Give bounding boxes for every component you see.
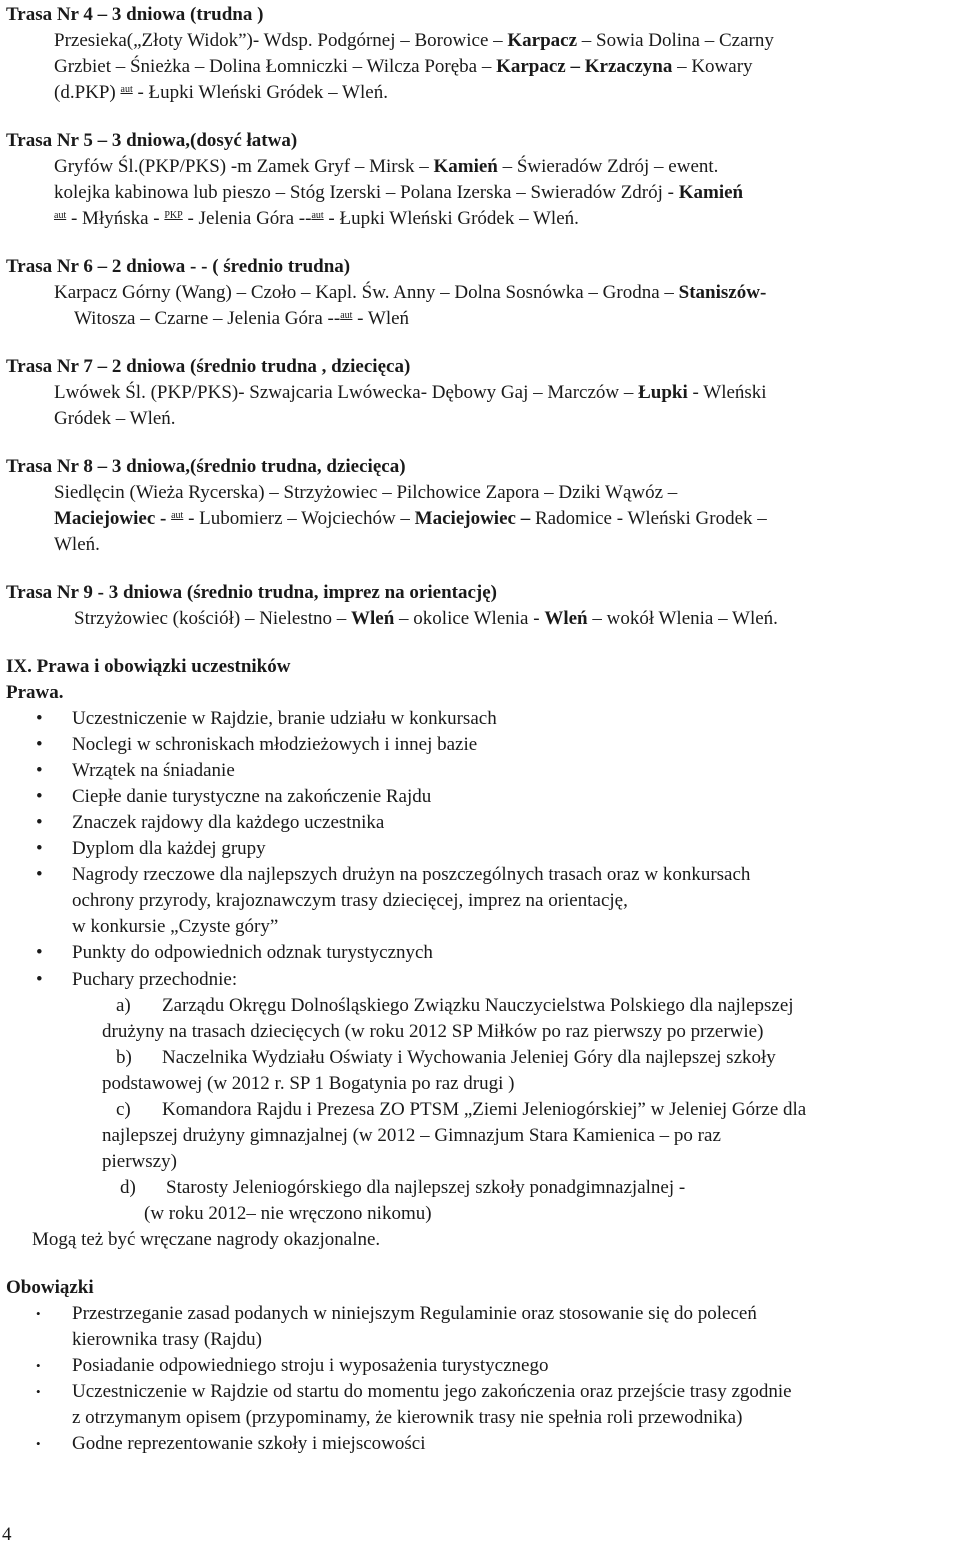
list-item: • Znaczek rajdowy dla każdego uczestnika bbox=[6, 810, 956, 836]
route-9-title: Trasa Nr 9 - 3 dniowa (średnio trudna, imprez na orientację) bbox=[6, 582, 497, 604]
list-item: • Punkty do odpowiednich odznak turystycznych bbox=[6, 940, 956, 966]
trophy-c: c) Komandora Rajdu i Prezesa ZO PTSM „Ziemi Jeleniogórskiej” w Jeleniej Górze dla najlepszej drużyny gimnazjalnej (w 2012 – Gimnazjum Stara Kamienica – po raz pierwszy) bbox=[102, 1098, 807, 1172]
route-4-title: Trasa Nr 4 – 3 dniowa (trudna ) bbox=[6, 4, 264, 25]
route-4-line-2: Grzbiet – Śnieżka – Dolina Łomniczki – Wilcza Poręba – Karpacz – Krzaczyna – Kowary bbox=[54, 56, 753, 78]
list-item: • Uczestniczenie w Rajdzie, branie udziału w konkursach bbox=[6, 706, 956, 732]
trophy-a: a) Zarządu Okręgu Dolnośląskiego Związku Nauczycielstwa Polskiego dla najlepszej drużyny na trasach dziecięcych (w roku 2012 SP Miłków po raz pierwszy po przerwie) bbox=[102, 994, 794, 1042]
bullet-icon: • bbox=[36, 812, 43, 834]
bullet-icon: • bbox=[36, 968, 43, 990]
route-5-title: Trasa Nr 5 – 3 dniowa,(dosyć łatwa) bbox=[6, 130, 298, 152]
duties-list bbox=[6, 1301, 956, 1457]
rights-heading: Prawa. bbox=[6, 682, 64, 704]
bullet-icon: • bbox=[36, 708, 43, 730]
route-7-line-2: Gródek – Wleń. bbox=[54, 408, 176, 430]
route-6-title: Trasa Nr 6 – 2 dniowa - - ( średnio trudna) bbox=[6, 256, 351, 278]
route-4-line-3: (d.PKP) $^{aut}$ - Łupki Wleński Gródek – Wleń. bbox=[54, 82, 388, 104]
list-item: • Noclegi w schroniskach młodzieżowych i innej bazie bbox=[6, 732, 956, 758]
bullet-icon: • bbox=[36, 1435, 41, 1451]
bullet-icon: • bbox=[36, 1305, 41, 1321]
route-6-line-1: Karpacz Górny (Wang) – Czoło – Kapl. Św. Anny – Dolna Sosnówka – Grodna – Staniszów- bbox=[54, 282, 767, 304]
list-item: • Dyplom dla każdej grupy bbox=[6, 836, 956, 862]
bullet-icon: • bbox=[36, 864, 43, 886]
list-item: • Ciepłe danie turystyczne na zakończenie Rajdu bbox=[6, 784, 956, 810]
document-page bbox=[6, 2, 956, 1457]
occasional-awards-note: Mogą też być wręczane nagrody okazjonalne. bbox=[32, 1228, 381, 1250]
rights-list bbox=[6, 706, 956, 992]
route-4-line-1: Przesieka(„Złoty Widok”)- Wdsp. Podgórnej – Borowice – Karpacz – Sowia Dolina – Czarny bbox=[54, 30, 774, 52]
page-number: 4 bbox=[2, 1524, 12, 1545]
list-item: • Puchary przechodnie: bbox=[6, 967, 956, 993]
duties-heading: Obowiązki bbox=[6, 1276, 94, 1298]
bullet-icon: • bbox=[36, 786, 43, 808]
route-5-line-3: $^{aut}$ - Młyńska - $^{PKP}$ - Jelenia Góra --$^{aut}$ - Łupki Wleński Gródek – Wleń. bbox=[54, 208, 579, 230]
route-8-line-2: Maciejowiec - $^{aut}$ - Lubomierz – Wojciechów – Maciejowiec – Radomice - Wleński Grodek – bbox=[54, 508, 767, 530]
list-item: • Posiadanie odpowiedniego stroju i wyposażenia turystycznego bbox=[36, 1354, 549, 1376]
list-item: • Uczestniczenie w Rajdzie od startu do momentu jego zakończenia oraz przejście trasy zgodnie z otrzymanym opisem (przypominamy, że kierownik trasy nie spełnia roli przewodnika) bbox=[36, 1380, 792, 1428]
list-item: • Przestrzeganie zasad podanych w niniejszym Regulaminie oraz stosowanie się do poleceń kierownika trasy (Rajdu) bbox=[36, 1302, 757, 1350]
list-item: • Nagrody rzeczowe dla najlepszych drużyn na poszczególnych trasach oraz w konkursach ochrony przyrody, krajoznawczym trasy dziecięcej, imprez na orientację, w konkursie „Czyste góry” bbox=[36, 864, 751, 938]
bullet-icon: • bbox=[36, 734, 43, 756]
route-8-line-1: Siedlęcin (Wieża Rycerska) – Strzyżowiec – Pilchowice Zapora – Dziki Wąwóz – bbox=[54, 482, 678, 504]
bullet-icon: • bbox=[36, 760, 43, 782]
list-item: • Wrzątek na śniadanie bbox=[6, 758, 956, 784]
route-8-title: Trasa Nr 8 – 3 dniowa,(średnio trudna, dziecięca) bbox=[6, 456, 406, 478]
bullet-icon: • bbox=[36, 1357, 41, 1373]
route-7-title: Trasa Nr 7 – 2 dniowa (średnio trudna , dziecięca) bbox=[6, 356, 411, 378]
route-8-line-3: Wleń. bbox=[54, 534, 100, 556]
route-6-line-2: Witosza – Czarne – Jelenia Góra --$^{aut}$ - Wleń bbox=[74, 308, 410, 330]
bullet-icon: • bbox=[36, 1383, 41, 1399]
trophy-b: b) Naczelnika Wydziału Oświaty i Wychowania Jeleniej Góry dla najlepszej szkoły podstawowej (w 2012 r. SP 1 Bogatynia po raz drugi ) bbox=[102, 1046, 776, 1094]
route-9-line-1: Strzyżowiec (kościół) – Nielestno – Wleń – okolice Wlenia - Wleń – wokół Wlenia – Wleń. bbox=[74, 608, 778, 630]
route-7-line-1: Lwówek Śl. (PKP/PKS)- Szwajcaria Lwówecka- Dębowy Gaj – Marczów – Łupki - Wleński bbox=[54, 382, 767, 404]
bullet-icon: • bbox=[36, 942, 43, 964]
section-heading: IX. Prawa i obowiązki uczestników bbox=[6, 656, 291, 678]
trophy-d: d) Starosty Jeleniogórskiego dla najlepszej szkoły ponadgimnazjalnej - (w roku 2012– nie wręczono nikomu) bbox=[120, 1176, 686, 1224]
route-5-line-2: kolejka kabinowa lub pieszo – Stóg Izerski – Polana Izerska – Swieradów Zdrój - Kamień bbox=[54, 182, 744, 204]
route-5-line-1: Gryfów Śl.(PKP/PKS) -m Zamek Gryf – Mirsk – Kamień – Świeradów Zdrój – ewent. bbox=[54, 156, 719, 178]
bullet-icon: • bbox=[36, 838, 43, 860]
list-item: • Godne reprezentowanie szkoły i miejscowości bbox=[36, 1432, 426, 1454]
